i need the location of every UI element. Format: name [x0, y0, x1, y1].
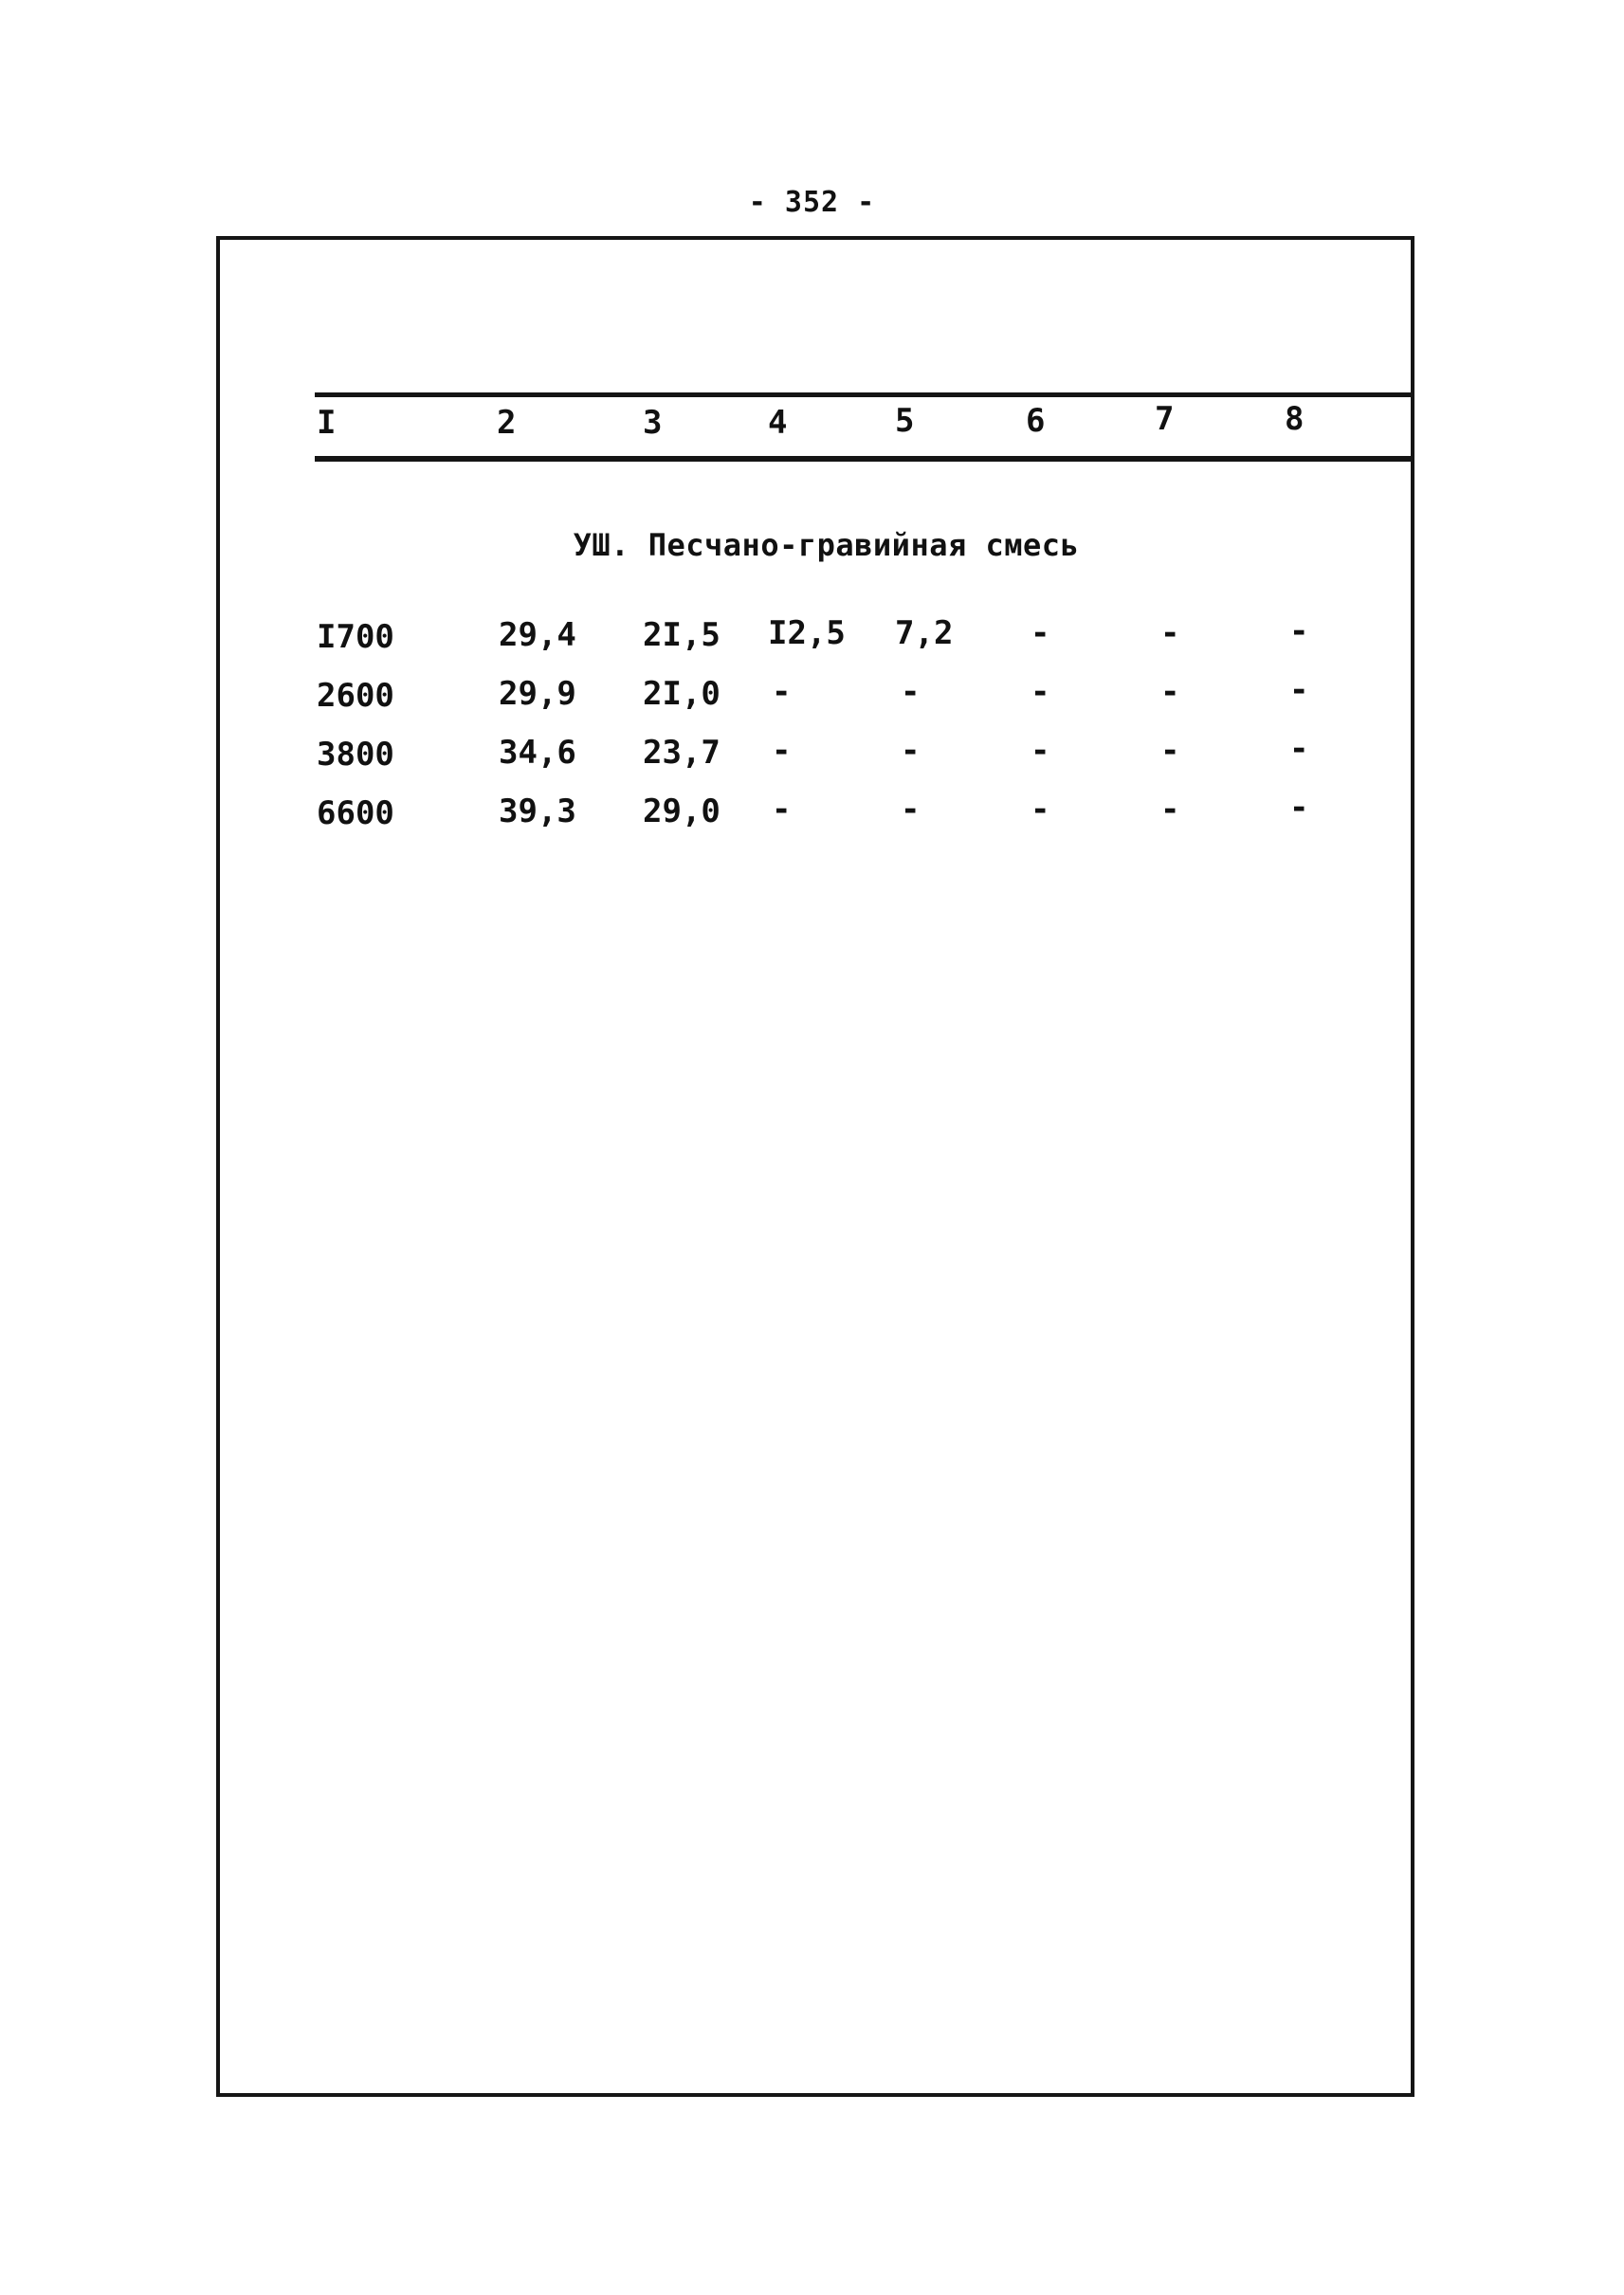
table-cell: -: [772, 673, 792, 711]
table-top-rule: [315, 392, 1414, 397]
table-cell: 2I,5: [643, 616, 721, 654]
header-cell-7: 7: [1155, 400, 1175, 438]
table-cell: 2I,0: [643, 675, 721, 713]
header-cell-8: 8: [1285, 400, 1305, 438]
table-cell: 29,0: [643, 792, 721, 830]
page-number: - 352 -: [748, 186, 876, 219]
table-cell: -: [1289, 671, 1309, 709]
table-cell: -: [1031, 614, 1050, 652]
header-bottom-rule: [315, 456, 1414, 462]
table-cell: -: [1289, 730, 1309, 768]
table-cell: -: [1289, 789, 1309, 827]
table-cell: -: [1031, 791, 1050, 829]
table-cell: -: [1160, 791, 1180, 829]
table-cell: 23,7: [643, 734, 721, 772]
table-cell: 6600: [317, 794, 394, 832]
table-cell: -: [901, 732, 921, 770]
header-cell-3: 3: [643, 404, 663, 442]
section-title: УШ. Песчано-гравийная смесь: [573, 527, 1080, 563]
header-cell-2: 2: [497, 404, 517, 442]
table-cell: I2,5: [768, 614, 846, 652]
table-cell: 29,9: [499, 675, 576, 713]
table-cell: -: [901, 673, 921, 711]
table-cell: 2600: [317, 677, 394, 715]
table-cell: -: [1160, 614, 1180, 652]
header-cell-1: I: [317, 404, 337, 442]
header-cell-5: 5: [895, 402, 915, 440]
table-cell: -: [1031, 673, 1050, 711]
table-cell: 39,3: [499, 792, 576, 830]
table-cell: -: [1160, 673, 1180, 711]
table-cell: -: [901, 791, 921, 829]
table-cell: -: [1160, 732, 1180, 770]
table-cell: I700: [317, 618, 394, 656]
table-cell: 7,2: [895, 614, 954, 652]
table-cell: -: [772, 791, 792, 829]
table-cell: 29,4: [499, 616, 576, 654]
table-cell: -: [1289, 612, 1309, 650]
header-cell-4: 4: [768, 404, 788, 442]
table-cell: -: [1031, 732, 1050, 770]
table-frame: [216, 236, 1414, 2097]
table-cell: 3800: [317, 736, 394, 774]
table-cell: -: [772, 732, 792, 770]
table-cell: 34,6: [499, 734, 576, 772]
header-cell-6: 6: [1026, 402, 1046, 440]
